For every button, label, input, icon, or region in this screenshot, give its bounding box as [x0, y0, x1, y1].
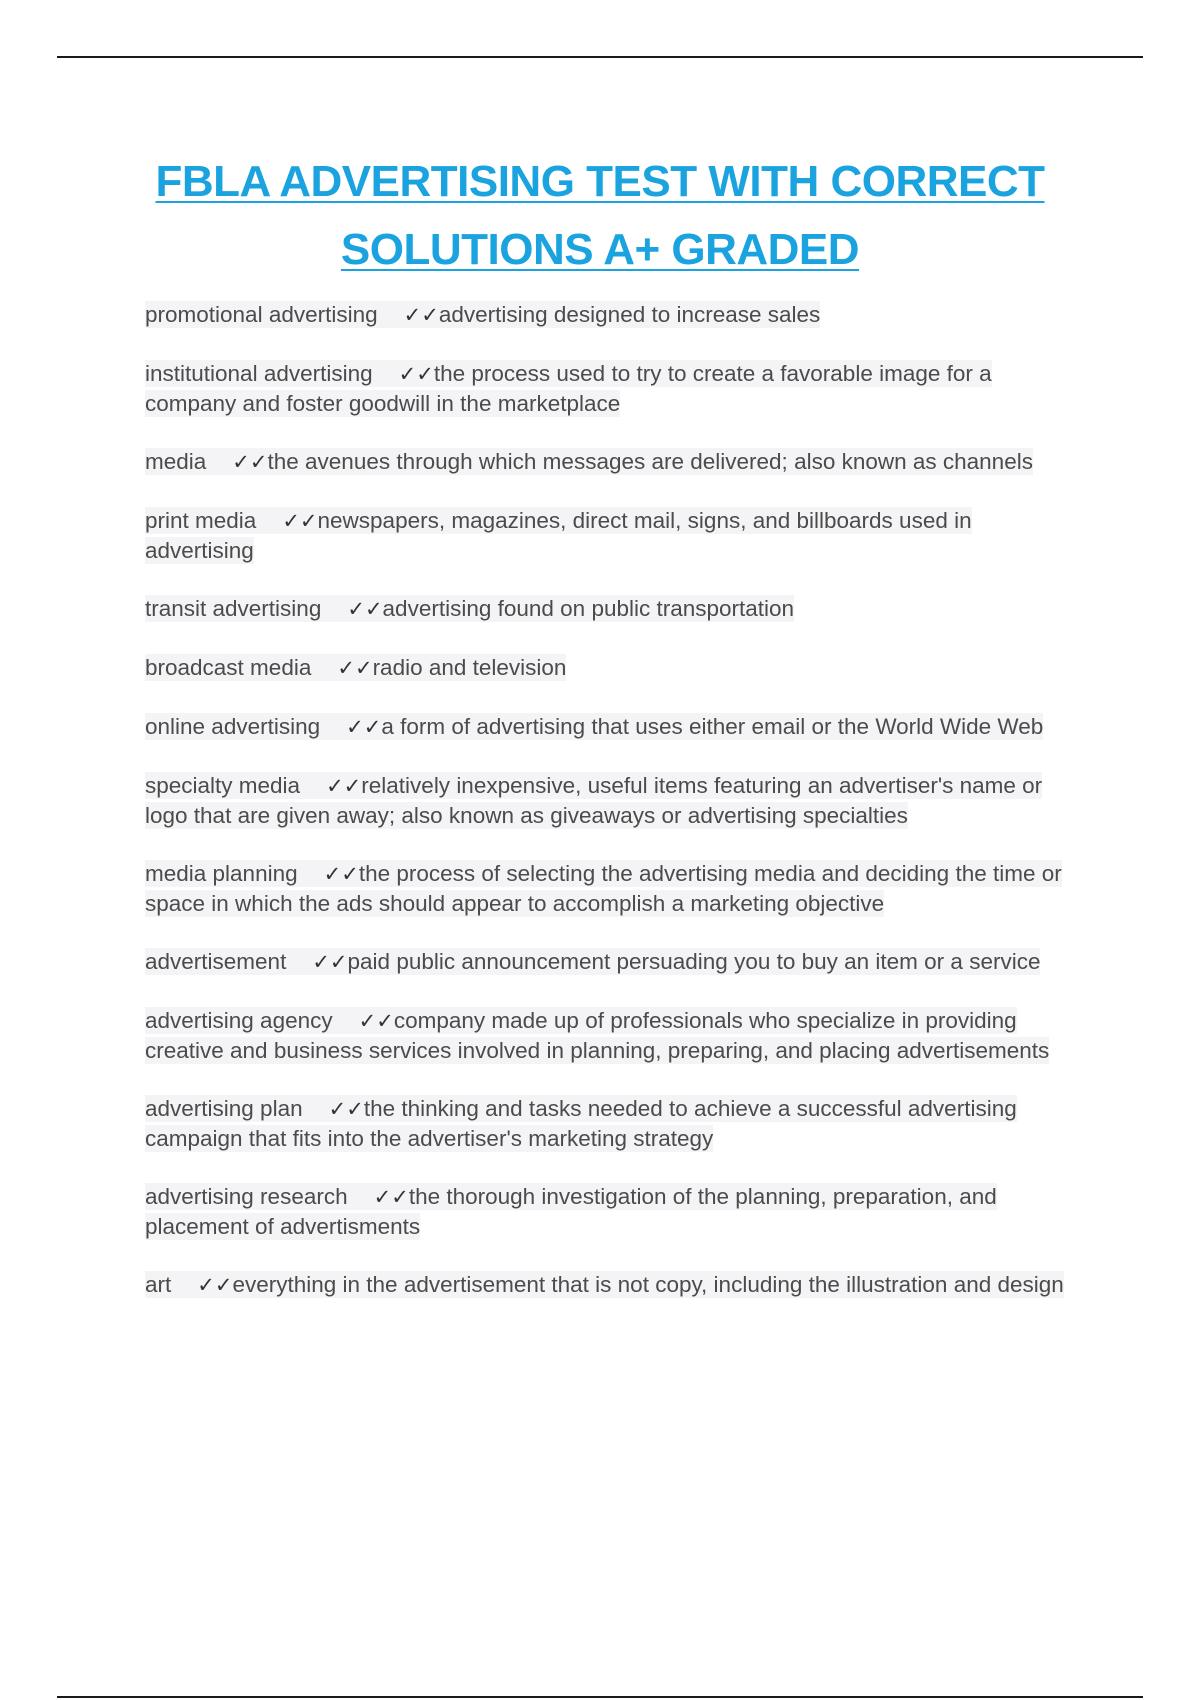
entry-term: online advertising	[145, 714, 321, 739]
double-check-icon: ✓✓	[337, 656, 373, 680]
double-check-icon: ✓✓	[232, 450, 268, 474]
double-check-icon: ✓✓	[346, 715, 382, 739]
flashcard-entry	[145, 1094, 1085, 1153]
top-rule	[57, 56, 1143, 58]
flashcard-entry	[145, 506, 1085, 565]
entry-term: specialty media	[145, 773, 301, 798]
entry-term: advertisement	[145, 949, 287, 974]
entry-definition: relatively inexpensive, useful items featuring an advertiser's name or logo that are given away; also known as giveaways or advertising specialties	[145, 773, 1043, 828]
entry-definition: everything in the advertisement that is not copy, including the illustration and design	[232, 1272, 1064, 1297]
double-check-icon: ✓✓	[326, 774, 362, 798]
title-line-1: FBLA ADVERTISING TEST WITH CORRECT	[155, 157, 1045, 206]
entry-definition: a form of advertising that uses either email or the World Wide Web	[381, 714, 1044, 739]
flashcard-entry	[145, 1270, 1085, 1300]
double-check-icon: ✓✓	[403, 303, 439, 327]
entry-term: print media	[145, 508, 257, 533]
entry-definition: advertising designed to increase sales	[438, 302, 821, 327]
entry-definition: company made up of professionals who specialize in providing creative and business services involved in planning, preparing, and placing advertisements	[145, 1008, 1050, 1063]
flashcard-entry	[145, 653, 1085, 683]
flashcard-entry	[145, 859, 1085, 918]
flashcard-list	[145, 300, 1085, 1329]
double-check-icon: ✓✓	[373, 1185, 409, 1209]
entry-term: media	[145, 449, 207, 474]
entry-term: transit advertising	[145, 596, 322, 621]
flashcard-entry	[145, 359, 1085, 418]
double-check-icon: ✓✓	[282, 509, 318, 533]
entry-definition: the thinking and tasks needed to achieve a successful advertising campaign that fits into the advertiser's marketing strategy	[145, 1096, 1017, 1151]
entry-definition: the process of selecting the advertising media and deciding the time or space in which the ads should appear to accomplish a marketing objective	[145, 861, 1062, 916]
entry-term: broadcast media	[145, 655, 312, 680]
double-check-icon: ✓✓	[323, 862, 359, 886]
double-check-icon: ✓✓	[328, 1097, 364, 1121]
entry-term: advertising plan	[145, 1096, 303, 1121]
flashcard-entry	[145, 300, 1085, 330]
entry-term: promotional advertising	[145, 302, 378, 327]
entry-term: media planning	[145, 861, 298, 886]
double-check-icon: ✓✓	[358, 1009, 394, 1033]
title-line-2: SOLUTIONS A+ GRADED	[340, 225, 860, 274]
double-check-icon: ✓✓	[197, 1273, 233, 1297]
entry-term: advertising agency	[145, 1008, 333, 1033]
entry-definition: the thorough investigation of the planning, preparation, and placement of advertisments	[145, 1184, 997, 1239]
entry-definition: the process used to try to create a favorable image for a company and foster goodwill in the marketplace	[145, 361, 992, 416]
double-check-icon: ✓✓	[312, 950, 348, 974]
entry-definition: advertising found on public transportation	[382, 596, 795, 621]
flashcard-entry	[145, 447, 1085, 477]
flashcard-entry	[145, 712, 1085, 742]
double-check-icon: ✓✓	[347, 597, 383, 621]
flashcard-entry	[145, 594, 1085, 624]
document-title	[0, 148, 1200, 284]
flashcard-entry	[145, 771, 1085, 830]
entry-definition: newspapers, magazines, direct mail, signs, and billboards used in advertising	[145, 508, 972, 563]
entry-term: institutional advertising	[145, 361, 373, 386]
entry-definition: paid public announcement persuading you to buy an item or a service	[347, 949, 1041, 974]
flashcard-entry	[145, 1006, 1085, 1065]
flashcard-entry	[145, 1182, 1085, 1241]
double-check-icon: ✓✓	[398, 362, 434, 386]
entry-term: art	[145, 1272, 172, 1297]
entry-definition: the avenues through which messages are delivered; also known as channels	[267, 449, 1033, 474]
entry-definition: radio and television	[372, 655, 567, 680]
entry-term: advertising research	[145, 1184, 348, 1209]
bottom-rule	[57, 1696, 1143, 1698]
flashcard-entry	[145, 947, 1085, 977]
